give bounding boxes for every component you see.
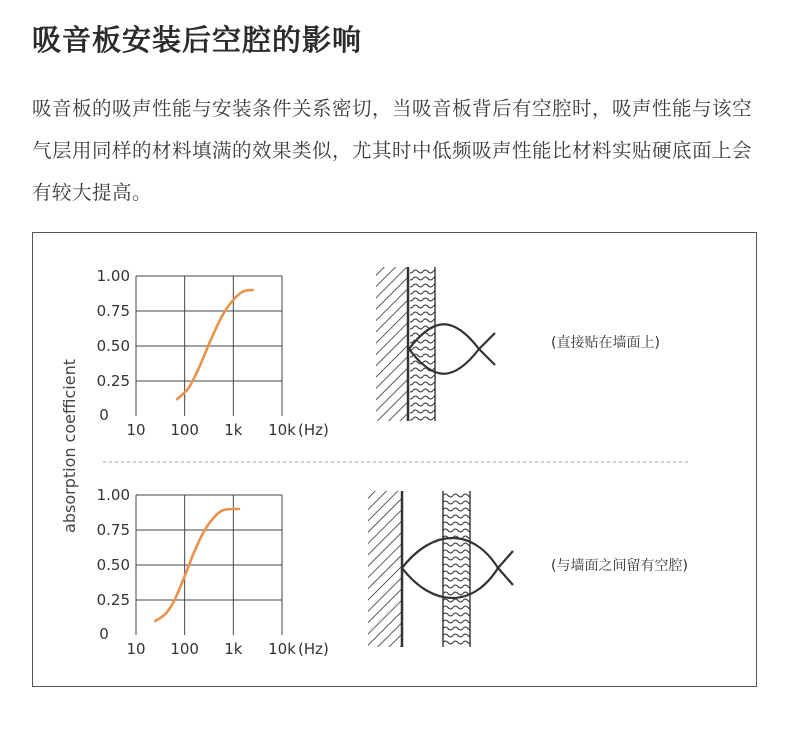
y-tick-label: 0.75: [96, 302, 130, 320]
caption-air-gap: (与墙面之间留有空腔): [551, 558, 688, 574]
y-tick-label: 0.50: [96, 556, 130, 574]
x-tick-label: 1k: [224, 640, 243, 658]
sound-wave: [498, 551, 513, 568]
x-tick-label: 10: [126, 640, 146, 658]
illustration-direct-mount: [376, 267, 660, 421]
x-tick-label: 10k: [268, 421, 296, 439]
y-tick-label: 1.00: [96, 486, 130, 504]
x-tick-label: 10: [126, 421, 146, 439]
absorber-board: [443, 491, 470, 647]
chart-bottom: [97, 486, 329, 658]
y-tick-label: 0.75: [96, 521, 130, 539]
y-tick-label: 0: [99, 406, 109, 424]
wall-hatch: [368, 491, 401, 647]
y-tick-label: 1.00: [96, 267, 130, 285]
x-tick-label: 100: [170, 640, 199, 658]
sound-wave: [479, 349, 495, 365]
y-tick-label: 0.50: [96, 337, 130, 355]
x-unit-label: (Hz): [298, 640, 329, 658]
caption-direct-mount: (直接贴在墙面上): [551, 335, 660, 351]
sound-wave: [479, 333, 495, 349]
sound-wave: [498, 568, 513, 585]
x-unit-label: (Hz): [298, 421, 329, 439]
x-tick-label: 10k: [268, 640, 296, 658]
x-tick-label: 100: [170, 421, 199, 439]
diagram-svg: [33, 233, 756, 686]
y-tick-label: 0: [99, 625, 109, 643]
y-axis-label: absorption coefficient: [60, 359, 79, 533]
diagram-frame: [32, 232, 757, 687]
page-description: 吸音板的吸声性能与安装条件关系密切，当吸音板背后有空腔时，吸声性能与该空气层用同样的材料填满的效果类似，尤其时中低频吸声性能比材料实贴硬底面上会有较大提高。: [32, 97, 753, 204]
page-title: 吸音板安装后空腔的影响: [32, 23, 363, 57]
y-tick-label: 0.25: [96, 372, 130, 390]
x-tick-label: 1k: [224, 421, 243, 439]
illustration-air-gap: [368, 491, 688, 647]
y-tick-label: 0.25: [96, 591, 130, 609]
absorption-curve: [177, 290, 253, 399]
chart-top: [97, 267, 329, 439]
wall-hatch: [376, 267, 408, 421]
